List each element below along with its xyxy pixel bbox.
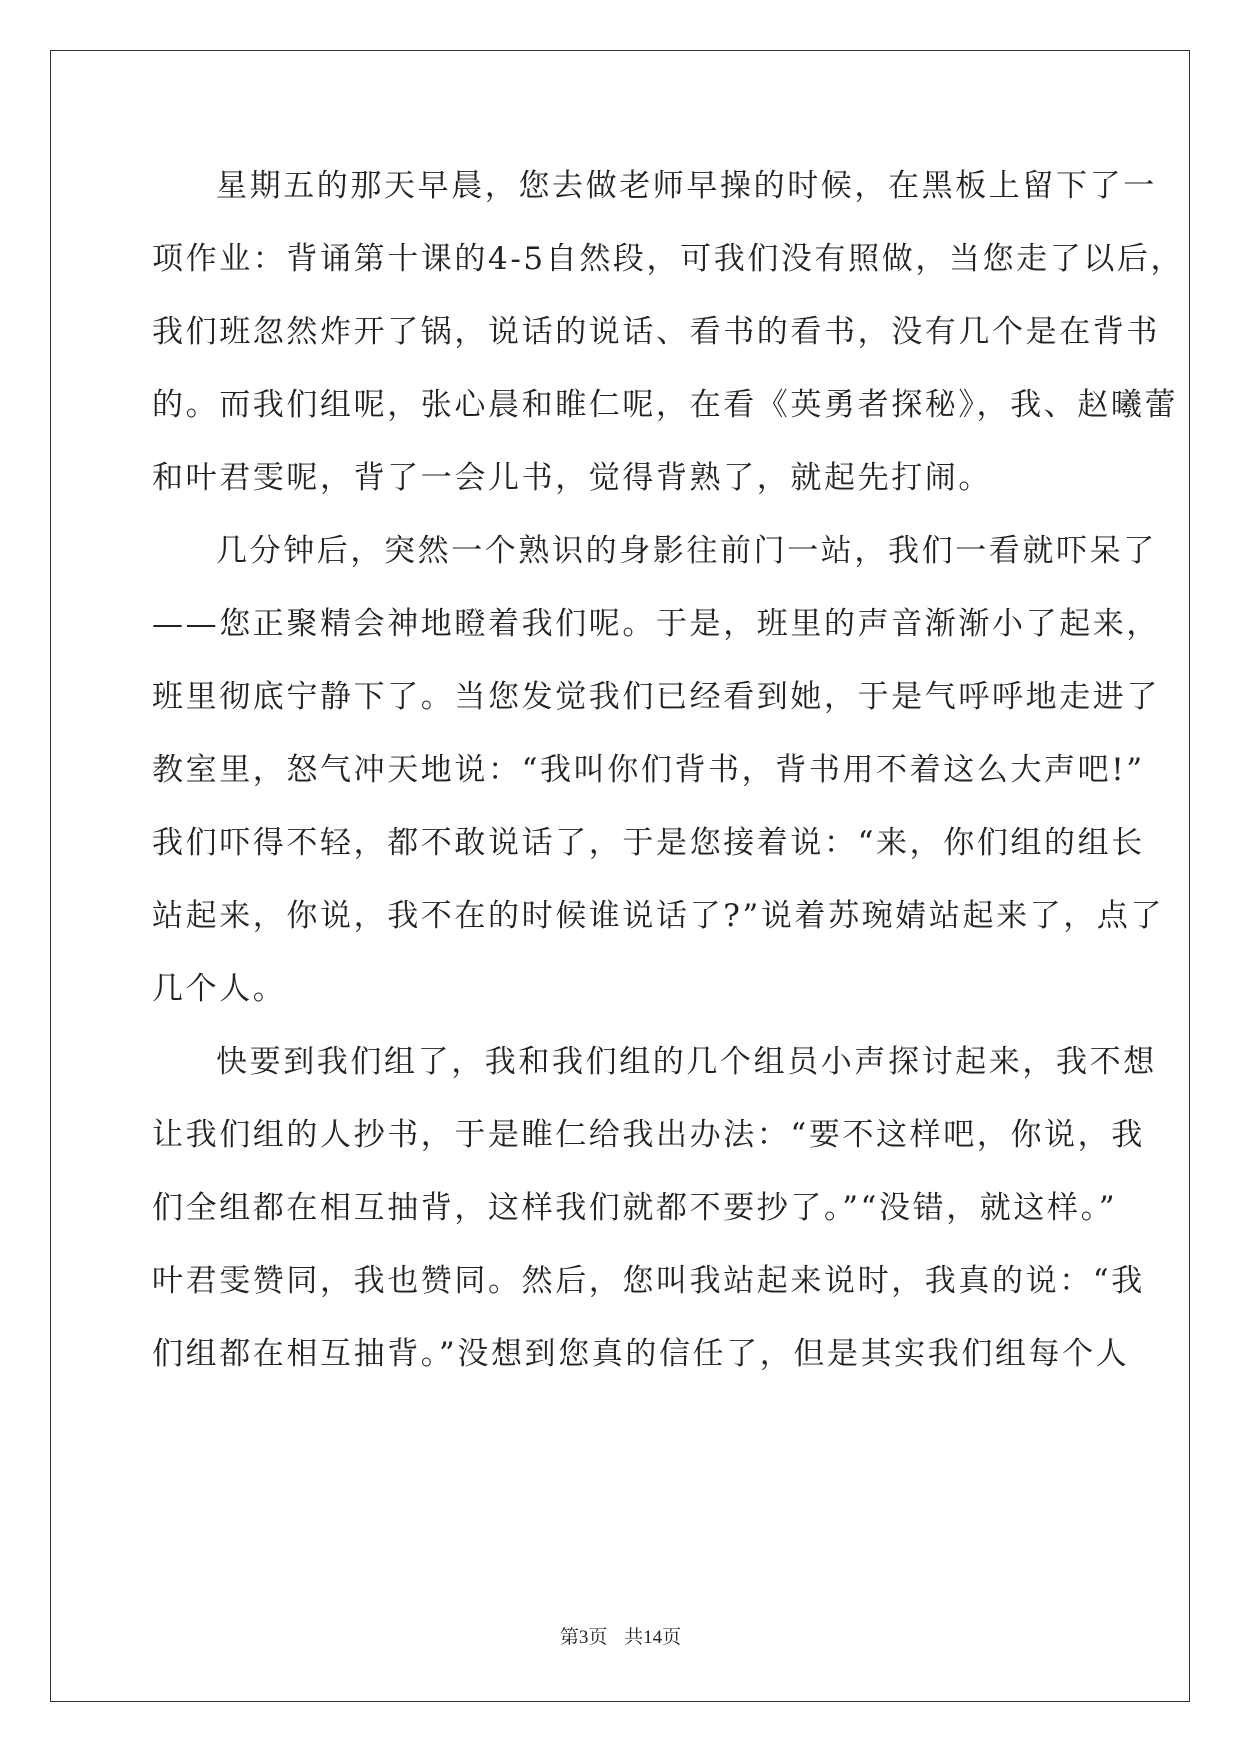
text-line: 快要到我们组了，我和我们组的几个组员小声探讨起来，我不想 [216,1044,1157,1080]
page-total: 共14页 [624,1627,682,1648]
text-line: 叶君雯赞同，我也赞同。然后，您叫我站起来说时，我真的说：“我 [152,1263,1145,1299]
text-line: 让我们组的人抄书，于是睢仁给我出办法：“要不这样吧，你说，我 [152,1117,1145,1153]
text-line: 们全组都在相互抽背，这样我们就都不要抄了。”“没错，就这样。” [152,1190,1118,1226]
text-line: 们组都在相互抽背。”没想到您真的信任了，但是其实我们组每个人 [152,1336,1130,1372]
page-footer [0,1622,1241,1649]
text-line: 几个人。 [152,971,287,1007]
text-line: 项作业：背诵第十课的4-5自然段，可我们没有照做，当您走了以后， [152,241,1185,277]
text-line: 我们班忽然炸开了锅，说话的说话、看书的看书，没有几个是在背书 [152,314,1160,350]
document-body [152,150,1185,1391]
text-line: 几分钟后，突然一个熟识的身影往前门一站，我们一看就吓呆了 [216,533,1157,569]
text-line: 的。而我们组呢，张心晨和睢仁呢，在看《英勇者探秘》，我、赵曦蕾 [152,387,1179,423]
text-line: 和叶君雯呢，背了一会儿书，觉得背熟了，就起先打闹。 [152,460,992,496]
text-line: ——您正聚精会神地瞪着我们呢。于是，班里的声音渐渐小了起来， [152,606,1160,642]
text-line: 我们吓得不轻，都不敢说话了，于是您接着说：“来，你们组的组长 [152,825,1145,861]
text-line: 星期五的那天早晨，您去做老师早操的时候，在黑板上留下了一 [216,168,1157,204]
text-line: 站起来，你说，我不在的时候谁说话了?”说着苏琬婧站起来了，点了 [152,898,1165,934]
text-line: 教室里，怒气冲天地说：“我叫你们背书，背书用不着这么大声吧!” [152,752,1145,788]
text-line: 班里彻底宁静下了。当您发觉我们已经看到她，于是气呼呼地走进了 [152,679,1160,715]
page-number: 第3页 [559,1627,608,1648]
